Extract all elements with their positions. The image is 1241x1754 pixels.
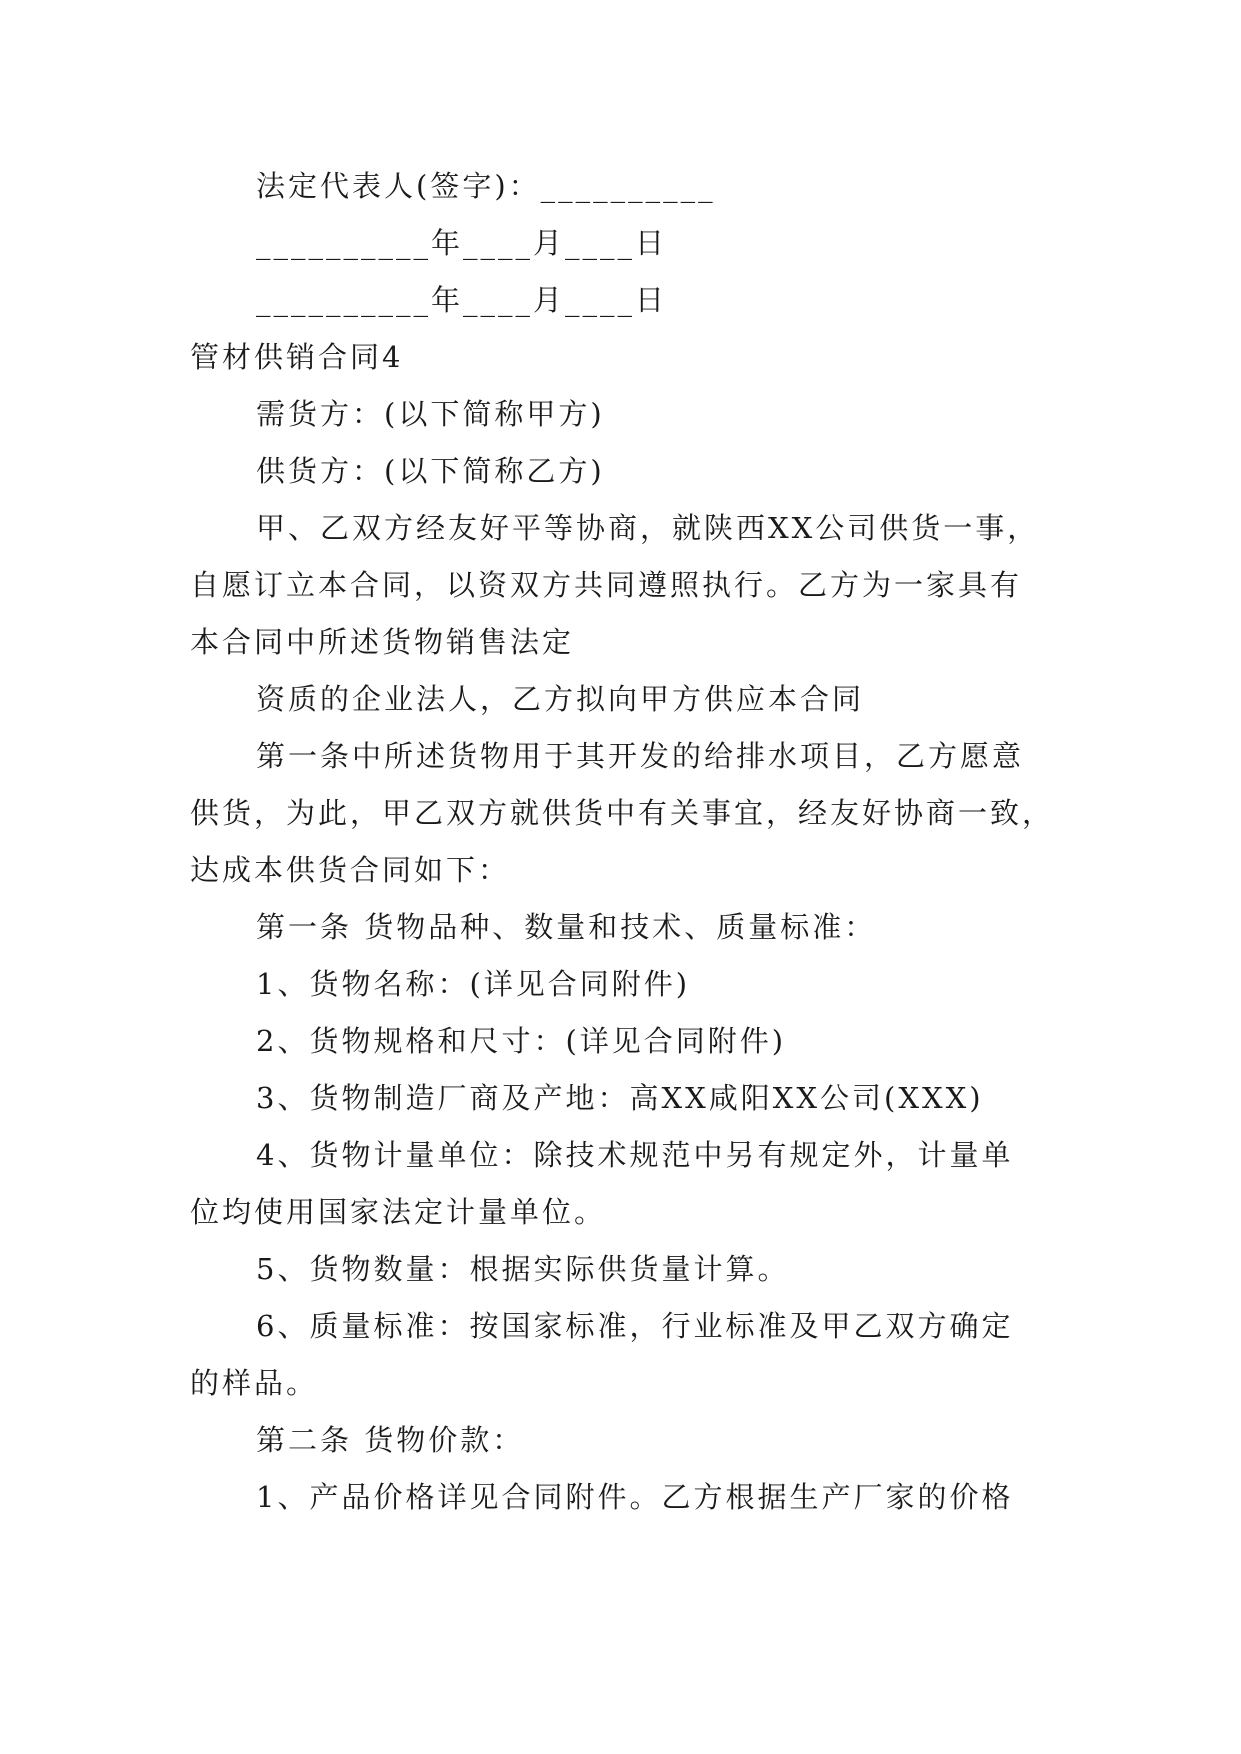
list-item: 1、货物名称：(详见合同附件): [256, 967, 691, 1001]
paragraph-line: 供货，为此，甲乙双方就供货中有关事宜，经友好协商一致，: [190, 796, 1055, 830]
article-heading: 第一条 货物品种、数量和技术、质量标准：: [256, 910, 877, 944]
paragraph-line: 资质的企业法人，乙方拟向甲方供应本合同: [256, 682, 865, 716]
paragraph-line: 需货方：(以下简称甲方): [256, 397, 605, 431]
paragraph-line: 甲、乙双方经友好平等协商，就陕西XX公司供货一事，: [256, 511, 1040, 545]
list-item: 6、质量标准：按国家标准，行业标准及甲乙双方确定: [256, 1309, 1014, 1343]
list-item: 5、货物数量：根据实际供货量计算。: [256, 1252, 790, 1286]
list-item: 4、货物计量单位：除技术规范中另有规定外，计量单: [256, 1138, 1014, 1172]
list-item-continuation: 位均使用国家法定计量单位。: [190, 1195, 607, 1229]
paragraph-line: 本合同中所述货物销售法定: [190, 625, 575, 659]
list-item-continuation: 的样品。: [190, 1366, 319, 1400]
date-line: __________年____月____日: [256, 226, 668, 260]
signature-line: 法定代表人(签字)：__________: [256, 169, 716, 203]
list-item: 1、产品价格详见合同附件。乙方根据生产厂家的价格: [256, 1480, 1014, 1514]
article-heading: 第二条 货物价款：: [256, 1423, 525, 1457]
paragraph-line: 达成本供货合同如下：: [190, 853, 511, 887]
section-title: 管材供销合同4: [190, 340, 404, 374]
paragraph-line: 自愿订立本合同，以资双方共同遵照执行。乙方为一家具有: [190, 568, 1023, 602]
list-item: 2、货物规格和尺寸：(详见合同附件): [256, 1024, 787, 1058]
paragraph-line: 供货方：(以下简称乙方): [256, 454, 605, 488]
date-line: __________年____月____日: [256, 283, 668, 317]
paragraph-line: 第一条中所述货物用于其开发的给排水项目，乙方愿意: [256, 739, 1025, 773]
list-item: 3、货物制造厂商及产地：高XX咸阳XX公司(XXX): [256, 1081, 984, 1115]
